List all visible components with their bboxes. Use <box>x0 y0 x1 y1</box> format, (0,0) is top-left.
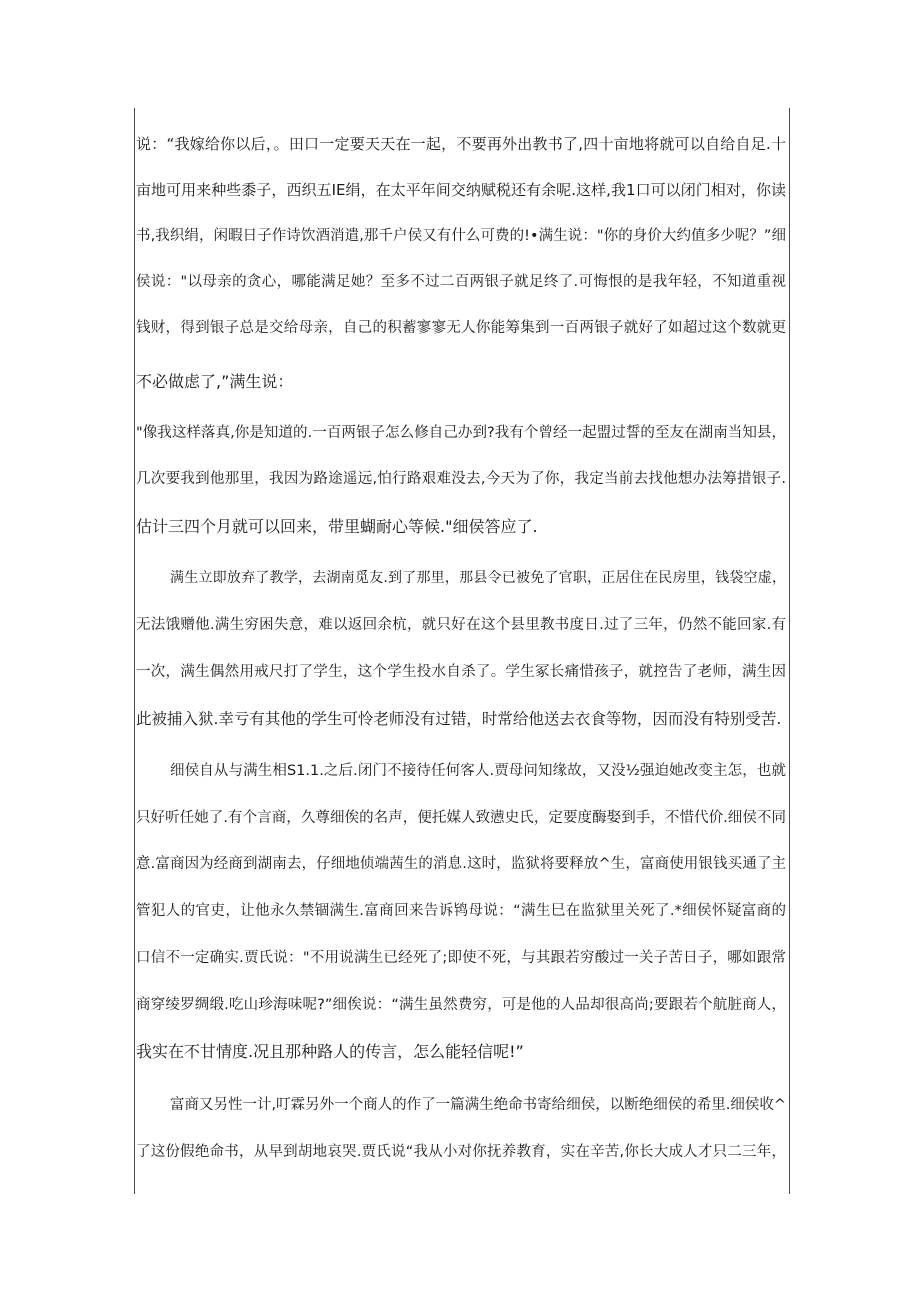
text-line: 书,我织绢，闲暇日子作诗饮酒消遣,那千户侯又有什么可费的!•满生说："你的身价大约值多少呢？”细 <box>136 228 786 244</box>
text-line: 了这份假绝命书，从早到胡地哀哭.贾氏说“我从小对你抚养教育，实在辛苦,你长大成人才只二三年， <box>136 1144 786 1160</box>
text-line: 只好听任她了.有个言商，久尊细俟的名声，便托媒人致懑史氏，定要度酶娶到手，不惜代价.细侯不同 <box>136 810 786 826</box>
text-line: 几次要我到他那里，我因为路途遥远,怕行路艰难没去,今天为了你，我定当前去找他想办法筹措银子. <box>136 471 786 487</box>
paragraph-start-line: 富商又另性一计,叮霖另外一个商人的作了一篇满生绝命书寄给细侯，以断绝细侯的希里.细侯收^ <box>170 1097 786 1113</box>
text-line: 钱财，得到银子总是交给母亲，自己的积蓄寥寥无人你能筹集到一百两银子就好了如超过这个数就更 <box>136 320 786 336</box>
text-line: 意.富商因为经商到湖南去，仔细地侦端茜生的消息.这时，监狱将要释放^生，富商使用银钱买通了主 <box>136 856 786 872</box>
text-line: 无法饿赠他.满生穷困失意，难以返回余杭，就只好在这个县里教书度日.过了三年，仍然不能回家.有 <box>136 617 786 633</box>
paragraph-start-line: 细侯自从与满生相S1.1.之后.闭门不接待任何客人.贾母问知缘故，又没½强迫她改变主怎，也就 <box>170 763 786 779</box>
text-line: 亩地可用来种些黍子，西织五IE绢，在太平年间交纳赋税还有余呢.这样,我1口可以闭门相对，你读 <box>136 181 786 199</box>
text-line: 一次，满生偶然用戒尺打了学生，这个学生投水自杀了。学生冢长痛惜孩子，就控告了老师，满生因 <box>136 664 786 680</box>
text-line: 口信不一定确实.贾氏说："不用说满生已经死了;即使不死，与其跟若穷酸过一关子苦日子，哪如跟常 <box>136 950 786 966</box>
paragraph-start-line: 满生立即放弃了教学，去湖南觅友.到了那里，那县令已被免了官职，正居住在民房里，钱袋空虚， <box>170 570 786 586</box>
text-line: 侯说："以母亲的贪心，哪能满足她？至多不过二百两银子就足终了.可悔恨的是我年轻，不知道重视 <box>136 274 786 290</box>
text-line: 不必做虑了,”满生说： <box>136 372 294 391</box>
text-line: 管犯人的官吏，让他永久禁锢满生.富商回来告诉鸨母说：“满生巳在监狱里关死了.*细侯怀疑富商的 <box>136 903 786 919</box>
text-line: 估计三四个月就可以回来，带里蝴耐心等候."细侯答应了. <box>136 517 538 536</box>
text-line: 说：“我嫁给你以后，。田口一定要天天在一起，不要再外出教书了,四十亩地将就可以自给自足.十 <box>136 135 786 153</box>
text-line: 此被捕入狱.幸亏有其他的学生可怜老师没有过错，时常给他送去衣食等物，因而没有特别受苦. <box>136 710 782 728</box>
text-line: "像我这样落真,你是知道的.一百两银子怎么修自己办到?我有个曾经一起盟过誓的至友在湖南当知县， <box>136 425 786 441</box>
right-border-rule <box>789 108 790 1194</box>
text-line: 我实在不甘情度.况且那种路人的传言，怎么能轻信呢!” <box>136 1042 524 1061</box>
left-border-rule <box>134 108 135 1194</box>
text-line: 商穿绫罗绸缎.吃山珍海味呢?”细俟说：“满生虽然费穷，可是他的人品却很高尚;要跟若个航脏商人， <box>136 997 786 1013</box>
